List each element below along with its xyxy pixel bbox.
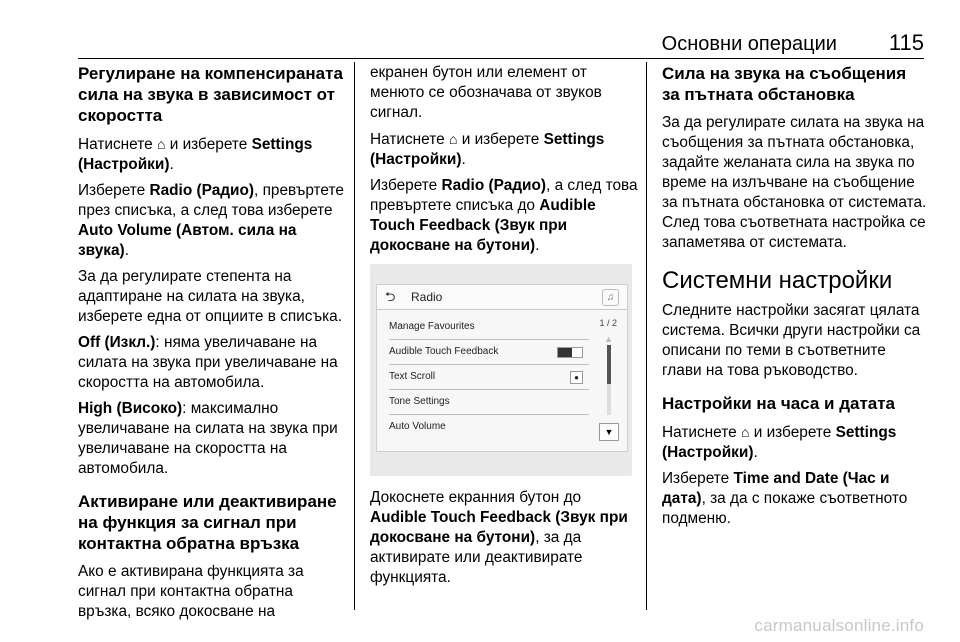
radio-settings-screenshot <box>370 264 632 476</box>
column-3 <box>662 63 927 535</box>
screen-title: Radio <box>411 290 443 304</box>
paragraph: High (Високо): максимално увеличаване на силата на звука при увеличаване на скоростта на автомобила. <box>78 400 338 477</box>
paragraph: Изберете Time and Date (Час и дата), за да с покаже съответното подменю. <box>662 470 908 527</box>
settings-dot-icon[interactable]: ● <box>570 371 583 384</box>
paragraph: Изберете Radio (Радио), превъртете през списъка, а след това изберете Auto Volume (Автом. сила на звука). <box>78 182 344 259</box>
paragraph: екранен бутон или елемент от менюто се обозначава от звуков сигнал. <box>370 64 602 121</box>
home-icon: ⌂ <box>448 131 458 147</box>
watermark: carmanualsonline.info <box>754 616 924 635</box>
list-item[interactable]: Audible Touch Feedback <box>389 340 589 365</box>
list-item[interactable]: Text Scroll ● <box>389 365 589 390</box>
infotainment-screen <box>376 284 628 452</box>
paragraph: Натиснете ⌂ и изберете Settings (Настройки). <box>370 131 605 168</box>
section-title: Основни операции <box>661 33 837 55</box>
column-1 <box>78 63 348 628</box>
page-number: 115 <box>888 30 924 55</box>
scroll-down-button[interactable]: ▼ <box>599 423 619 441</box>
list-item[interactable]: Tone Settings <box>389 390 589 415</box>
back-arrow-icon[interactable]: ⮌ <box>385 289 396 304</box>
paragraph: За да регулирате силата на звука на съобщения за пътната обстановка, задайте желаната сила на звука по време на излъчване на съобщение за пътната обстановка от системата. След това съответната настройка се запаметява от системата. <box>662 114 927 251</box>
home-icon: ⌂ <box>740 424 750 440</box>
home-icon: ⌂ <box>156 136 166 152</box>
column-2 <box>370 63 640 594</box>
settings-list <box>389 315 589 439</box>
header-rule <box>78 58 924 59</box>
list-item[interactable]: Manage Favourites <box>389 315 589 340</box>
paragraph: Докоснете екранния бутон до Audible Touch Feedback (Звук при докосване на бутони), за да активирате или деактивирате функцията. <box>370 489 628 586</box>
page-indicator: 1 / 2 <box>599 318 617 328</box>
scroll-up-icon[interactable]: ▲ <box>604 334 613 344</box>
heading-time-date: Настройки на часа и датата <box>662 394 896 413</box>
heading-touch-feedback: Активиране или деактивиране на функция за сигнал при контактна обратна връзка <box>78 492 337 553</box>
paragraph: Натиснете ⌂ и изберете Settings (Настройки). <box>78 136 313 173</box>
paragraph: Off (Изкл.): няма увеличаване на силата на звука при увеличаване на скоростта на автомобила. <box>78 334 338 391</box>
paragraph: Натиснете ⌂ и изберете Settings (Настройки). <box>662 424 897 461</box>
column-divider <box>646 62 647 610</box>
heading-system-settings: Системни настройки <box>662 267 893 294</box>
heading-auto-volume: Регулиране на компенсираната сила на звука в зависимост от скоростта <box>78 64 343 125</box>
page-header <box>662 30 924 56</box>
paragraph: За да регулирате степента на адаптиране на силата на звука, изберете една от опциите в списъка. <box>78 268 342 325</box>
heading-traffic-volume: Сила на звука на съобщения за пътната обстановка <box>662 64 907 104</box>
paragraph: Ако е активирана функцията за сигнал при контактна обратна връзка, всяко докосване на <box>78 563 304 620</box>
column-divider <box>354 62 355 610</box>
scrollbar[interactable] <box>607 345 611 415</box>
list-item[interactable]: Auto Volume <box>389 421 446 432</box>
paragraph: Следните настройки засягат цялата система. Всички други настройки са описани по теми в съответните глави на това ръководство. <box>662 302 921 379</box>
screen-title-bar <box>377 285 627 310</box>
music-note-icon[interactable]: ♫ <box>602 289 619 306</box>
paragraph: Изберете Radio (Радио), а след това превъртете списъка до Audible Touch Feedback (Звук при докосване на бутони). <box>370 177 638 254</box>
toggle-switch[interactable] <box>557 347 583 358</box>
